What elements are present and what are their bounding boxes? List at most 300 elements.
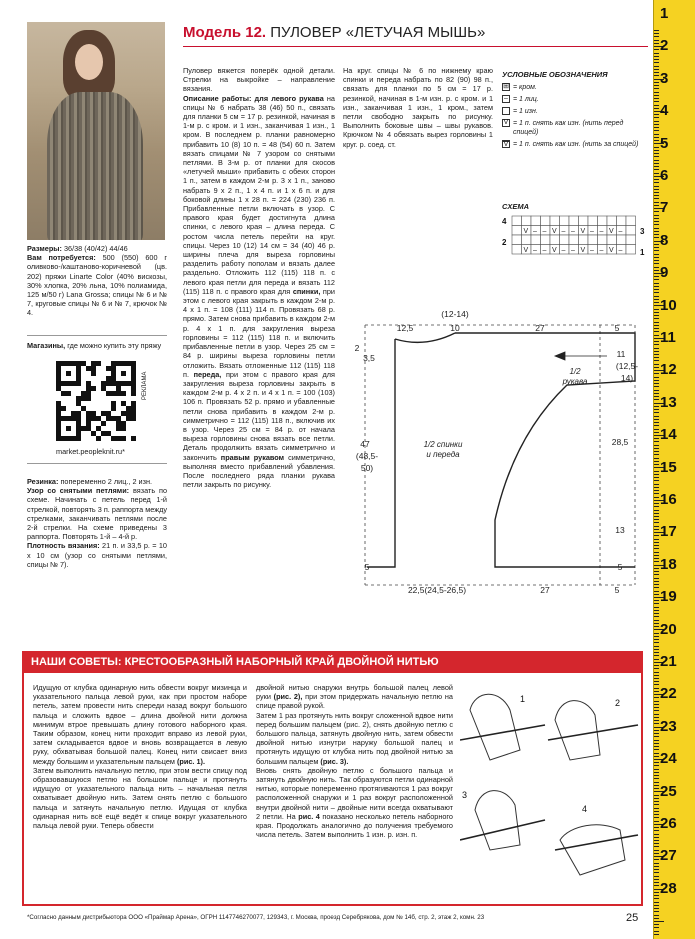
ruler-tick xyxy=(654,471,659,472)
ruler-number: 3 xyxy=(660,69,669,87)
ruler-tick xyxy=(654,798,659,799)
ruler-tick xyxy=(654,908,659,909)
ruler-tick xyxy=(654,821,659,822)
ruler-tick xyxy=(654,714,659,715)
ruler-tick xyxy=(654,173,659,174)
dim-right-6: 5 xyxy=(617,562,623,572)
label-body-1: 1/2 спинки xyxy=(423,440,463,449)
ruler-tick xyxy=(654,477,659,478)
fig-1-label: 1 xyxy=(520,694,526,704)
ruler-tick xyxy=(654,905,659,906)
ruler-tick xyxy=(654,205,659,206)
ruler-tick xyxy=(654,548,659,549)
chart-symbol: – xyxy=(571,228,575,235)
ruler-tick xyxy=(654,895,659,896)
ruler-tick xyxy=(654,795,659,796)
ruler-tick xyxy=(654,775,659,776)
ruler-tick xyxy=(654,535,659,536)
ruler-tick xyxy=(654,351,659,352)
dim-top-2: (12-14) xyxy=(441,309,469,319)
ruler-number: 4 xyxy=(660,102,669,120)
ruler-tick xyxy=(654,782,659,783)
ruler-tick xyxy=(654,198,659,199)
ruler-tick xyxy=(654,458,659,459)
ruler-tick xyxy=(654,380,659,381)
ruler-tick xyxy=(654,82,659,83)
ruler-tick xyxy=(654,69,659,70)
ruler-tick xyxy=(654,247,659,248)
ruler-tick xyxy=(654,675,659,676)
ruler-tick xyxy=(654,422,659,423)
ruler-tick xyxy=(654,186,659,187)
fig-4-label: 4 xyxy=(582,804,588,814)
ruler-tick xyxy=(654,406,659,407)
tips-illustrations xyxy=(460,680,640,902)
dim-left-1: 2 xyxy=(354,343,360,353)
legend-item-slip-back: V = 1 п. снять как изн. (нить за спицей) xyxy=(503,141,639,148)
ruler-tick xyxy=(654,684,659,685)
ruler-tick xyxy=(654,519,659,520)
ruler-tick xyxy=(654,62,659,63)
ruler-tick xyxy=(654,808,659,809)
label-sleeve-2: рукава xyxy=(562,377,588,386)
ruler-tick xyxy=(654,730,659,731)
ruler-tick xyxy=(654,769,659,770)
chart-row-label-2: 2 xyxy=(502,238,507,247)
ruler-tick xyxy=(654,762,659,763)
ruler-tick xyxy=(654,568,659,569)
ruler-tick xyxy=(654,652,659,653)
ruler-tick xyxy=(654,257,659,258)
ruler-tick xyxy=(654,859,659,860)
chart-cell xyxy=(588,235,598,245)
chart-cell xyxy=(522,216,532,226)
chart-symbol: – xyxy=(590,247,594,254)
rib-label: Резинка: xyxy=(27,477,59,486)
ruler-tick xyxy=(654,85,659,86)
ruler-tick xyxy=(654,853,659,854)
chart-row-label-1: 1 xyxy=(640,248,645,257)
ruler-tick xyxy=(654,153,659,154)
ruler-tick xyxy=(654,720,659,721)
chart-cell xyxy=(541,216,551,226)
tips-col-1: Идущую от клубка одинарную нить обвести вокруг мизинца и указательного пальца левой руки, как при простом наборе петель, затем провести нить спереди назад вокруг большого пальца и сложить вдвое – длина двойной нити должна минимум втрое превышать длину готового наборного края. Таким образом, конец нити проходит вправо из левой руки, затем складывается вдвое и вновь возвращается в левую руку, обхватывая большой палец. Конец нити свисает вниз между большим и указательным пальцем (рис. 1). Затем выполнить начальную петлю, при этом вести спицу под образовавшуюся петлю на большом пальце и протянуть идущую от указательного пальца нить – начальная петля охватывает двойную нить. Затем снять петлю с большого пальца и затянуть начальную петлю. Идущая от клубка одинарная нить всё ещё ведёт к спице вокруг указательного пальца левой руки. Теперь обвести xyxy=(33,683,247,831)
ruler-tick xyxy=(654,147,659,148)
ruler-tick xyxy=(654,309,659,310)
ruler-tick xyxy=(654,215,659,216)
rib-value: попеременно 2 лиц., 2 изн. xyxy=(60,477,153,486)
ruler-tick xyxy=(654,487,659,488)
dim-left-3: 47 xyxy=(360,439,370,449)
dim-bottom-1: 22,5(24,5-26,5) xyxy=(407,585,467,595)
ruler-tick xyxy=(654,438,659,439)
chart-cell xyxy=(607,235,617,245)
ruler-tick xyxy=(654,915,659,916)
ruler-number: 21 xyxy=(660,653,677,670)
ruler-tick xyxy=(654,30,659,31)
shops-label: Магазины, xyxy=(27,341,66,350)
ruler-tick xyxy=(654,863,659,864)
chart-cell xyxy=(607,216,617,226)
gauge-value: 21 п. и 33,5 р. = 10 х 10 см (узор со снятыми петлями, спицы № 7). xyxy=(27,541,167,569)
ruler-number: 14 xyxy=(660,426,677,444)
ruler-tick xyxy=(654,441,659,442)
ruler-tick xyxy=(654,130,659,131)
page-title xyxy=(183,24,485,41)
ruler-tick xyxy=(654,931,659,932)
specs-block xyxy=(27,244,167,318)
ruler-tick xyxy=(654,506,659,507)
chart-cell xyxy=(541,235,551,245)
gauge-label: Плотность вязания: xyxy=(27,541,100,551)
tips-col-2: двойной нитью снаружи внутрь большой палец левой руки (рис. 2), при этом придержать начальную петлю на спице правой рукой. Затем 1 раз протянуть нить вокруг сложенной вдвое нити перед большим пальцем (рис. 2), снять двойную петлю с большого пальца, затянуть двойную нить, затем обвести двойной нитью изнутри наружу большой палец и протянуть идущую от клубка нить под двойной нитью за большим пальцем (рис. 3). Вновь снять двойную петлю с большого пальца и затянуть двойную нить. Так образуются петли одинарной нитью, которые попеременно протягиваются 1 раз вокруг расположенной снаружи и 1 раз вокруг расположенной внутри двойной нити – двойные нити всегда охватывают 2 петли. На рис. 4 показано несколько петель наборного края. Продолжать аналогично до получения требуемого числа петель. Затем выполнить 1 изн. р. изн. п. xyxy=(256,683,453,840)
ruler-tick xyxy=(654,445,659,446)
qr-code[interactable] xyxy=(56,361,136,441)
ruler-tick xyxy=(654,286,659,287)
ruler-tick xyxy=(654,75,659,76)
ruler-tick xyxy=(654,837,659,838)
ruler-tick xyxy=(654,92,659,93)
ruler-tick xyxy=(654,872,659,873)
slip-back-icon: V xyxy=(503,141,509,148)
label-body-2: и переда xyxy=(426,450,460,459)
ruler-tick xyxy=(654,390,659,391)
materials-value: 500 (550) 600 г оливково-/каштаново-коричневой (цв. 202) пряжи Linarte Color (40% вискозы, 30% хлопка, 20% льна, 10% полиамида, 125 м/50 г) Lana Grossa; спицы № 6 и № 7, круговые спицы № 6 и № 7, крючок № 4. xyxy=(27,253,167,318)
ruler-tick xyxy=(654,386,659,387)
ruler-number: 17 xyxy=(660,523,677,541)
slip-value: вязать по схеме. Начинать с петель перед 1-й стрелкой, повторять 3 п. раппорта между стрелками, заканчивать петлями после 2-й стрелки. На схеме приведены 3 раппорта. Повторять 1-й – 4-й р. xyxy=(27,486,168,542)
ruler-tick xyxy=(654,510,659,511)
ruler-tick xyxy=(654,616,659,617)
chart-cell xyxy=(560,216,570,226)
ruler-number: 25 xyxy=(660,782,677,800)
ruler-tick xyxy=(654,367,659,368)
ruler-tick xyxy=(654,668,659,669)
chart-cell xyxy=(598,216,608,226)
ruler-tick xyxy=(654,571,659,572)
ruler-tick xyxy=(654,885,659,886)
ruler-tick xyxy=(654,98,659,99)
ruler-tick xyxy=(654,412,659,413)
chart-symbol: – xyxy=(533,247,537,254)
ruler-tick xyxy=(654,33,659,34)
chart-cell xyxy=(617,216,627,226)
ruler-tick xyxy=(654,594,659,595)
ruler-tick xyxy=(654,211,659,212)
ruler-tick xyxy=(654,179,659,180)
photo-sweater xyxy=(47,92,143,240)
ruler-tick xyxy=(654,383,659,384)
measuring-tape xyxy=(653,0,695,939)
chart-symbol: V xyxy=(609,228,614,235)
ruler-tick xyxy=(654,244,659,245)
legend-item-edge: ⊞ = кром. xyxy=(503,83,537,91)
ruler-tick xyxy=(654,396,659,397)
chart-symbol: – xyxy=(618,228,623,235)
ruler-tick xyxy=(654,655,659,656)
ruler-tick xyxy=(654,49,659,50)
ruler-tick xyxy=(654,393,659,394)
tips-header: НАШИ СОВЕТЫ: КРЕСТООБРАЗНЫЙ НАБОРНЫЙ КРАЙ ДВОЙНОЙ НИТЬЮ xyxy=(22,651,643,673)
shops-text: где можно купить эту пряжу xyxy=(67,341,162,350)
ruler-number: 2 xyxy=(660,37,669,55)
ruler-number: 22 xyxy=(660,685,677,703)
ruler-tick xyxy=(654,231,659,232)
ruler-tick xyxy=(654,765,659,766)
chart-symbol: – xyxy=(542,247,547,254)
ruler-tick xyxy=(654,425,659,426)
edge-stitch-icon: ⊞ xyxy=(503,83,509,91)
ruler-tick xyxy=(654,344,659,345)
desc-sleeve: для левого рукава xyxy=(254,93,324,103)
ruler-tick xyxy=(654,117,659,118)
ruler-tick xyxy=(654,927,659,928)
ruler-tick xyxy=(654,830,659,831)
ruler-tick xyxy=(654,539,659,540)
ruler-tick xyxy=(654,704,659,705)
ruler-tick xyxy=(654,409,659,410)
shops-line xyxy=(27,341,167,350)
ruler-tick xyxy=(654,121,659,122)
ruler-tick xyxy=(654,555,659,556)
ruler-tick xyxy=(654,202,659,203)
ruler-tick xyxy=(654,497,659,498)
chart-cell xyxy=(569,235,579,245)
ruler-tick xyxy=(654,454,659,455)
desc-p3: при этом с правого края для закругления выреза горловины закрыть в каждом 2-м р. 4 х 2 п. и 4 х 1 п. = 100 (103) 106 п. Провязать 52 р. прямо и убавленные петли снова прибавить в каждом 2-м р. симметрично = 112 (115) 118 п., включив их в узор. Через 25 см = 84 р. от начала выреза горловины снова вязать все петли. Деталь продолжить вязать симметрично и закончить xyxy=(183,369,335,462)
chart-symbol: V xyxy=(552,228,557,235)
ruler-tick xyxy=(654,733,659,734)
fig-3-label: 3 xyxy=(462,790,468,800)
ruler-tick xyxy=(654,267,659,268)
ruler-tick xyxy=(654,561,659,562)
ruler-tick xyxy=(654,697,659,698)
ruler-tick xyxy=(654,636,659,637)
chart-cell xyxy=(522,235,532,245)
ruler-tick xyxy=(654,516,659,517)
ruler-tick xyxy=(654,649,659,650)
ruler-tick xyxy=(654,665,659,666)
ruler-tick xyxy=(654,36,659,37)
dim-top-5: 5 xyxy=(614,323,620,333)
ruler-tick xyxy=(654,237,659,238)
chart-symbol: V xyxy=(580,247,586,254)
ruler-tick xyxy=(654,221,659,222)
ruler-tick xyxy=(654,484,659,485)
patterns-block xyxy=(27,477,167,569)
legend-item-knit: – = 1 лиц. xyxy=(502,95,648,104)
ruler-tick xyxy=(654,814,659,815)
materials-label: Вам потребуется: xyxy=(27,253,96,263)
finishing-column xyxy=(343,66,493,149)
ruler-tick xyxy=(654,124,659,125)
ruler-tick xyxy=(654,312,659,313)
ruler-tick xyxy=(654,292,659,293)
ruler-tick xyxy=(654,804,659,805)
dim-top-1: 12,5 xyxy=(396,323,414,333)
ruler-tick xyxy=(654,882,659,883)
dim-right-4: 28,5 xyxy=(611,437,629,447)
ruler-tick xyxy=(654,934,659,935)
chart-cell xyxy=(512,226,522,236)
knit-stitch-icon: – xyxy=(502,95,510,103)
ruler-tick xyxy=(654,263,659,264)
ruler-tick xyxy=(654,270,659,271)
ruler-tick xyxy=(654,811,659,812)
ruler-tick xyxy=(654,432,659,433)
ruler-tick xyxy=(654,834,659,835)
ruler-tick xyxy=(654,325,659,326)
ruler-tick xyxy=(654,581,659,582)
shop-url[interactable]: market.peopleknit.ru* xyxy=(56,447,125,456)
chart-cell xyxy=(560,235,570,245)
page-number: 25 xyxy=(626,912,639,924)
intro-text: Пуловер вяжется поперёк одной детали. Стрелки на выкройке – направление вязания. xyxy=(183,66,335,94)
ruler-tick xyxy=(654,840,659,841)
ruler-number: 19 xyxy=(660,588,677,606)
ruler-tick xyxy=(654,283,659,284)
ruler-tick xyxy=(654,659,659,660)
ruler-tick xyxy=(654,529,659,530)
chart-symbol: V xyxy=(609,247,614,254)
ruler-tick xyxy=(654,681,659,682)
desc-right-sleeve: правым рукавом xyxy=(220,452,285,462)
ruler-tick xyxy=(654,348,659,349)
chart-symbol: – xyxy=(599,228,604,235)
ruler-tick xyxy=(654,522,659,523)
ruler-tick xyxy=(654,163,659,164)
ruler-tick xyxy=(654,778,659,779)
chart-cell xyxy=(550,216,560,226)
ruler-tick xyxy=(654,490,659,491)
ruler-tick xyxy=(654,756,659,757)
ruler-tick xyxy=(654,480,659,481)
chart-symbol: V xyxy=(523,228,529,235)
label-sleeve-1: 1/2 xyxy=(569,367,581,376)
chart-cell xyxy=(512,235,522,245)
model-number: Модель 12. xyxy=(183,24,267,41)
chart-symbol: – xyxy=(618,247,623,254)
dim-left-2: 3,5 xyxy=(363,353,375,363)
ruler-number: 23 xyxy=(660,717,677,735)
chart-cell xyxy=(598,235,608,245)
ruler-tick xyxy=(654,642,659,643)
ruler-tick xyxy=(654,260,659,261)
ruler-tick xyxy=(654,749,659,750)
ruler-tick xyxy=(654,150,659,151)
ruler-tick xyxy=(654,279,659,280)
ruler-number: 24 xyxy=(660,750,677,768)
scheme-title: СХЕМА xyxy=(502,202,529,211)
ruler-tick xyxy=(654,710,659,711)
ruler-tick xyxy=(654,331,659,332)
chart-symbol: V xyxy=(523,247,529,254)
ruler-tick xyxy=(654,59,659,60)
ruler-tick xyxy=(654,603,659,604)
ruler-tick xyxy=(654,688,659,689)
ruler-number: 10 xyxy=(660,296,677,314)
desc-p4: симметрично, выполняя вместо прибавлений убавления. После последнего ряда планки рукава петли закрыть по рисунку. xyxy=(183,452,336,490)
ruler-tick xyxy=(654,827,659,828)
ruler-tick xyxy=(654,182,659,183)
ruler-tick xyxy=(654,850,659,851)
slip-label: Узор со снятыми петлями: xyxy=(27,486,130,496)
ruler-tick xyxy=(654,56,659,57)
ruler-number: 12 xyxy=(660,361,677,379)
ruler-tick xyxy=(654,558,659,559)
dim-left-5: 50) xyxy=(360,463,374,473)
ruler-tick xyxy=(654,364,659,365)
shops-divider xyxy=(27,463,167,464)
ruler-tick xyxy=(654,95,659,96)
ruler-tick xyxy=(654,578,659,579)
ruler-tick xyxy=(654,591,659,592)
ruler-number: 20 xyxy=(660,620,677,638)
ruler-tick xyxy=(654,743,659,744)
ruler-tick xyxy=(654,788,659,789)
ruler-number: 15 xyxy=(660,458,677,476)
ruler-tick xyxy=(654,114,659,115)
ruler-tick xyxy=(654,250,659,251)
chart-symbol: – xyxy=(542,228,547,235)
model-name: ПУЛОВЕР «ЛЕТУЧАЯ МЫШЬ» xyxy=(270,24,486,41)
ruler-tick xyxy=(654,639,659,640)
ruler-tick xyxy=(654,607,659,608)
ruler-tick xyxy=(654,620,659,621)
dim-right-1: 11 xyxy=(616,349,626,359)
ruler-tick xyxy=(654,228,659,229)
dim-left-4: (48,5- xyxy=(355,451,379,461)
ruler-tick xyxy=(654,140,659,141)
ruler-tick xyxy=(654,513,659,514)
ruler-tick xyxy=(654,633,659,634)
ruler-tick xyxy=(654,419,659,420)
chart-cell xyxy=(512,216,522,226)
chart-symbol: – xyxy=(561,247,566,254)
ruler-tick xyxy=(654,451,659,452)
model-photo xyxy=(27,22,165,240)
chart-cell xyxy=(626,235,636,245)
ruler-tick xyxy=(654,542,659,543)
ruler-tick xyxy=(654,879,659,880)
ruler-tick xyxy=(654,552,659,553)
ruler-tick xyxy=(654,623,659,624)
ruler-tick xyxy=(654,723,659,724)
ruler-tick xyxy=(654,717,659,718)
chart-symbol: – xyxy=(590,228,594,235)
dim-right-2: (12,5- xyxy=(615,361,639,371)
ruler-tick xyxy=(654,234,659,235)
ruler-tick xyxy=(654,474,659,475)
ruler-tick xyxy=(654,289,659,290)
chart-cell xyxy=(626,226,636,236)
ruler-tick xyxy=(654,169,659,170)
desc-p2: при этом с левого края закрыть в каждом 2-м р. 4 х 1 п. = 108 (111) 114 п. Провязать 68 р. прямо. Затем снова прибавить в каждом 2-м р. 4 х 1 п. для закругления выреза горловины = 112 (115) 118 п. и включить прибавленные петли в узор. Через 25 см = 84 р. ширины выреза горловины петли отложить. Вязать отложенные 112 (115) 118 п. xyxy=(183,286,336,379)
ruler-number: 5 xyxy=(660,134,669,152)
ruler-number: 16 xyxy=(660,491,677,508)
photo-face xyxy=(75,44,103,80)
ruler-tick xyxy=(654,195,659,196)
chart-symbol: – xyxy=(571,247,575,254)
ruler-tick xyxy=(654,218,659,219)
ruler-tick xyxy=(654,101,659,102)
sizes-value: 36/38 (40/42) 44/46 xyxy=(63,244,128,253)
dim-top-4: 27 xyxy=(535,323,545,333)
ruler-tick xyxy=(654,584,659,585)
ruler-tick xyxy=(654,354,659,355)
ruler-tick xyxy=(654,254,659,255)
ruler-tick xyxy=(654,429,659,430)
